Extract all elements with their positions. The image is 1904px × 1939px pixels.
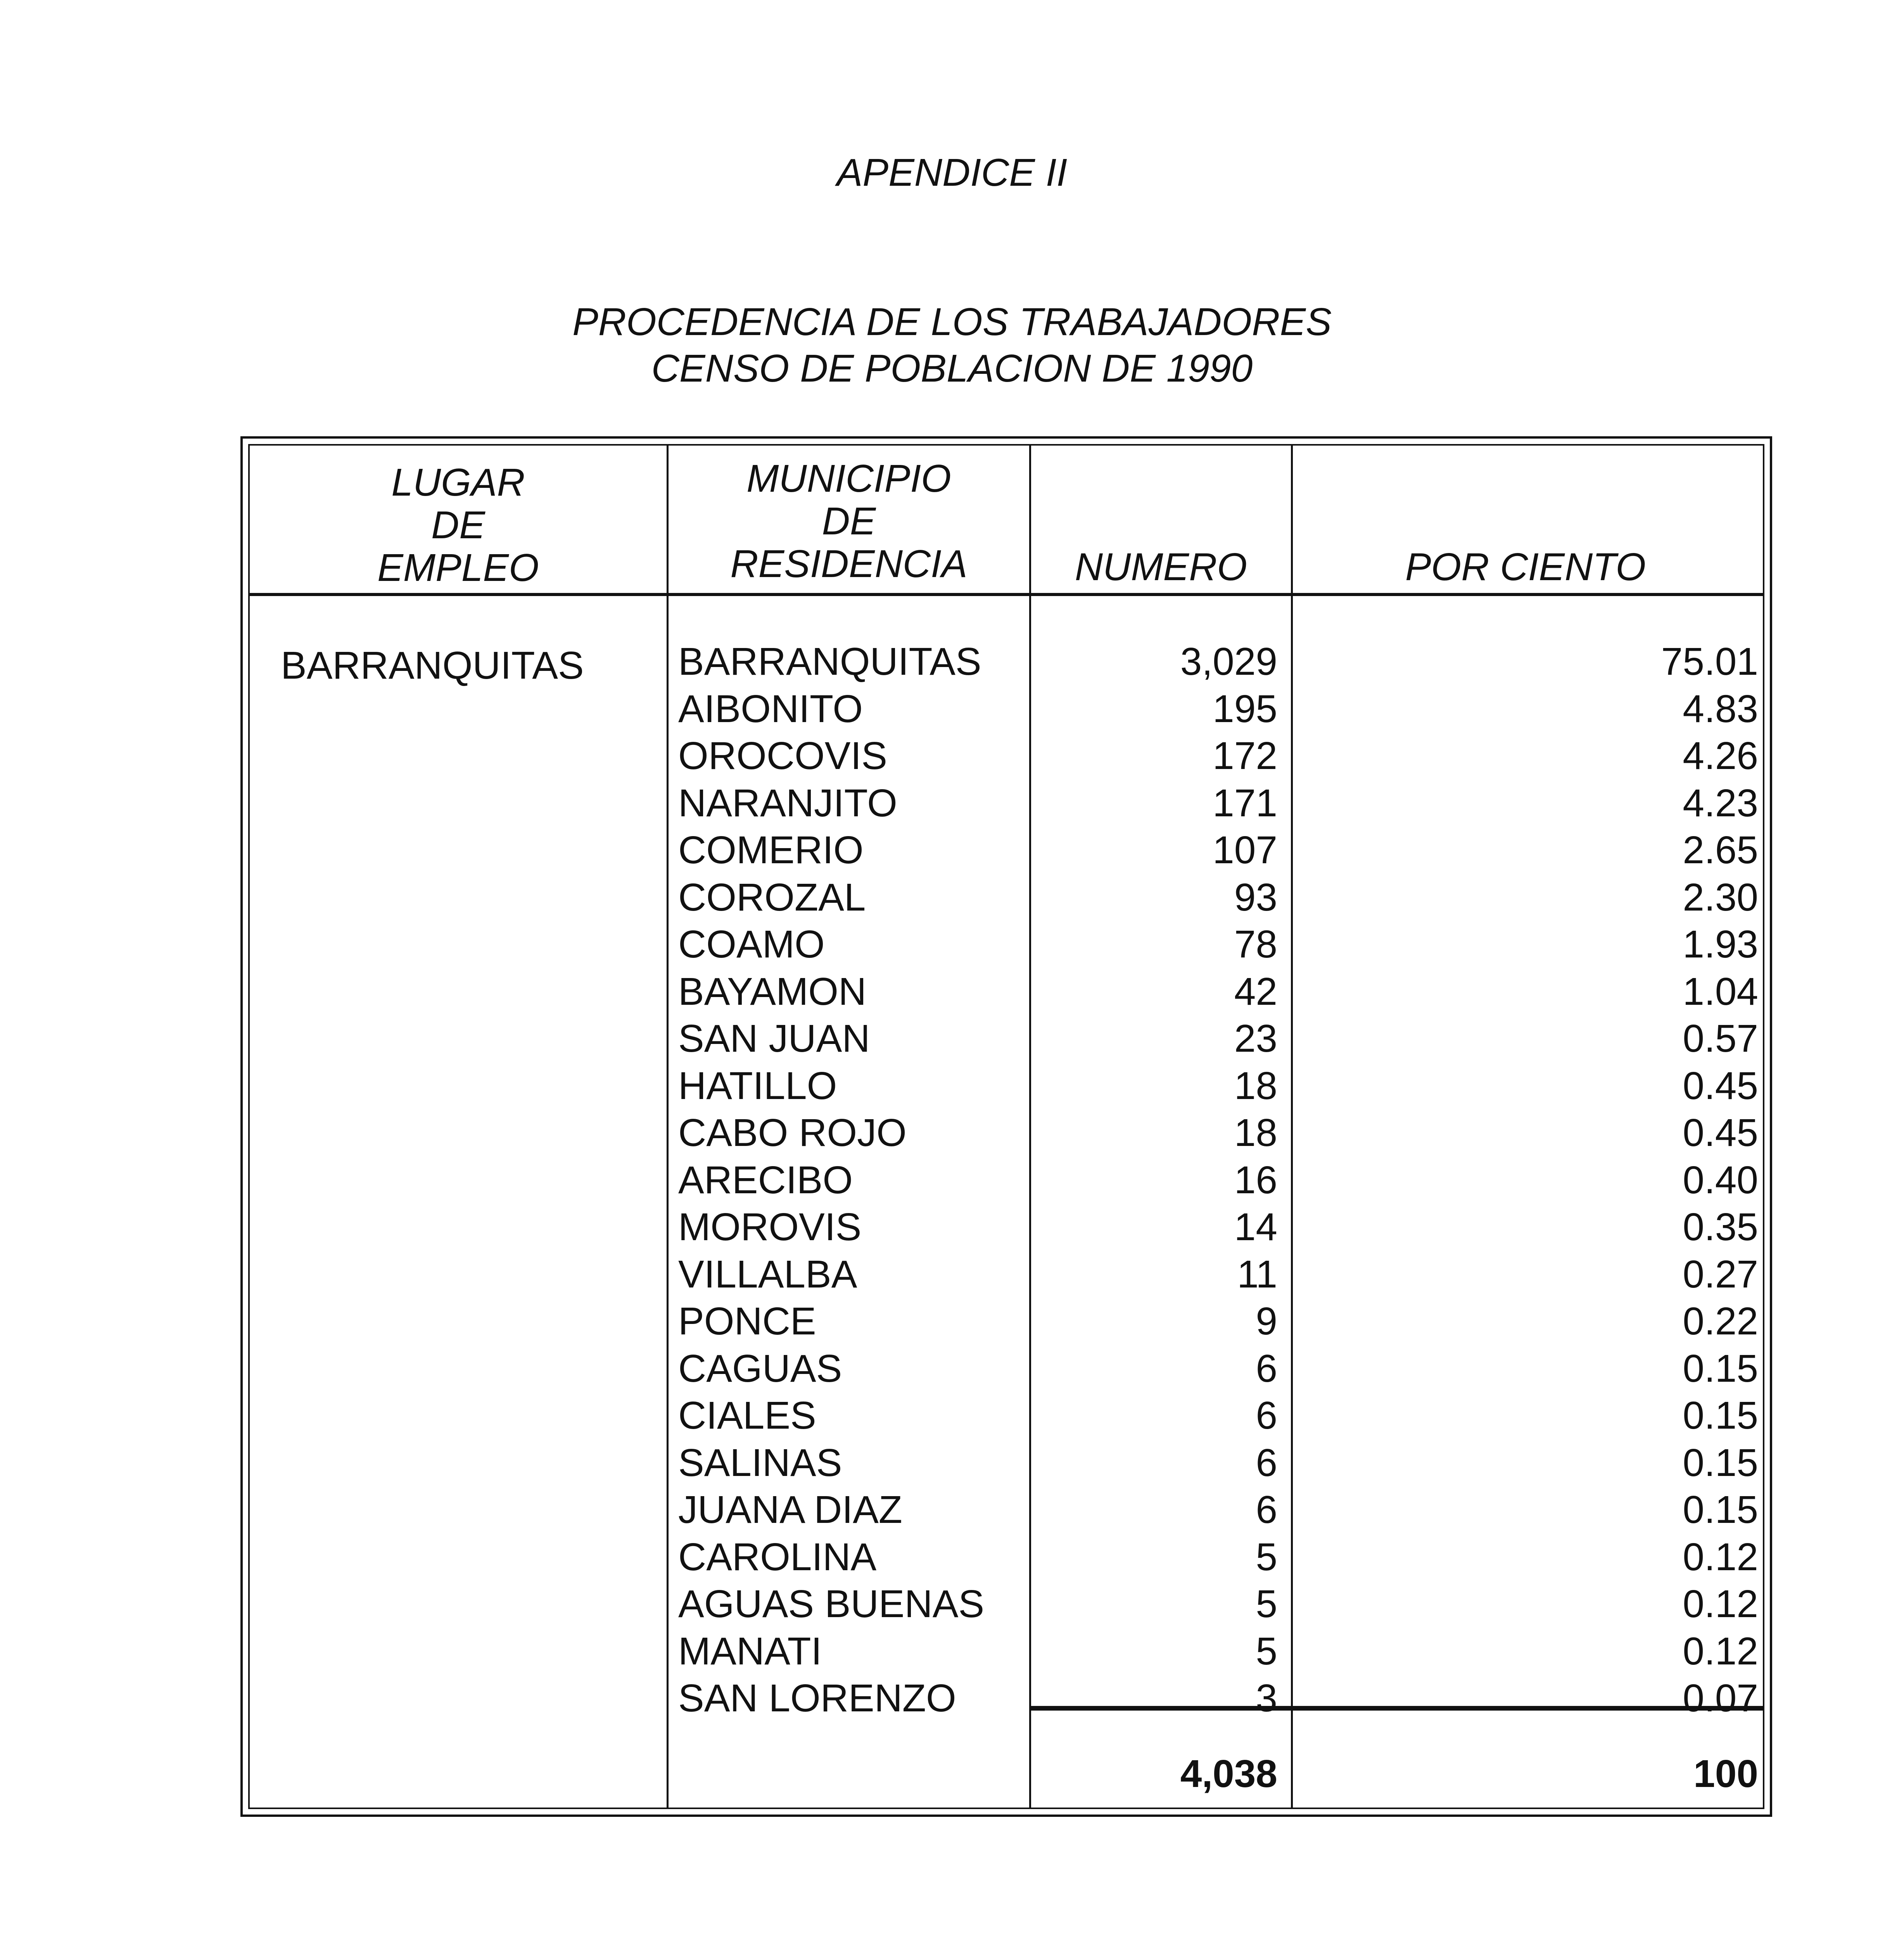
por-ciento-cell: 0.12 [1683, 1629, 1758, 1673]
municipio-cell: JUANA DIAZ [678, 1488, 902, 1531]
municipio-cell: CIALES [678, 1394, 816, 1437]
municipio-cell: SAN LORENZO [678, 1676, 956, 1720]
table-inner-border [248, 444, 1764, 1809]
municipio-cell: HATILLO [678, 1064, 837, 1108]
numero-cell: 107 [1213, 828, 1277, 872]
por-ciento-cell: 0.45 [1683, 1064, 1758, 1108]
numero-column [1029, 638, 1277, 1722]
por-ciento-cell: 0.15 [1683, 1394, 1758, 1437]
header-lugar-de-empleo [250, 461, 667, 589]
por-ciento-cell: 2.30 [1683, 875, 1758, 919]
municipio-cell: SAN JUAN [678, 1017, 870, 1060]
numero-cell: 16 [1234, 1158, 1277, 1202]
por-ciento-cell: 2.65 [1683, 828, 1758, 872]
table-title-line2: CENSO DE POBLACION DE 1990 [651, 347, 1253, 390]
municipio-cell: BAYAMON [678, 970, 867, 1013]
header-lugar-line2: DE [431, 503, 485, 547]
por-ciento-cell: 1.04 [1683, 970, 1758, 1013]
municipio-cell: VILLALBA [678, 1252, 857, 1296]
header-numero: NUMERO [1075, 545, 1247, 589]
numero-cell: 6 [1256, 1488, 1277, 1531]
por-ciento-cell: 0.15 [1683, 1346, 1758, 1390]
table-title-line1: PROCEDENCIA DE LOS TRABAJADORES [572, 300, 1332, 344]
por-ciento-cell: 0.40 [1683, 1158, 1758, 1202]
por-ciento-cell: 0.12 [1683, 1535, 1758, 1579]
table-title [0, 299, 1904, 392]
numero-cell: 5 [1256, 1535, 1277, 1579]
por-ciento-cell: 0.12 [1683, 1582, 1758, 1626]
numero-cell: 5 [1256, 1582, 1277, 1626]
numero-cell: 3 [1256, 1676, 1277, 1720]
municipio-cell: PONCE [678, 1300, 816, 1343]
header-municipio-line1: MUNICIPIO [746, 457, 951, 500]
municipio-cell: AGUAS BUENAS [678, 1582, 985, 1626]
municipio-cell: AIBONITO [678, 687, 863, 731]
por-ciento-cell: 4.83 [1683, 687, 1758, 731]
municipio-cell: COMERIO [678, 828, 864, 872]
municipio-cell: COROZAL [678, 875, 866, 919]
numero-cell: 6 [1256, 1394, 1277, 1437]
total-numero: 4,038 [1180, 1752, 1277, 1796]
numero-cell: 14 [1234, 1205, 1277, 1249]
por-ciento-column [1297, 638, 1758, 1722]
por-ciento-cell: 0.57 [1683, 1017, 1758, 1060]
header-por-ciento: POR CIENTO [1405, 545, 1646, 589]
numero-cell: 195 [1213, 687, 1277, 731]
header-divider [250, 593, 1763, 596]
numero-cell: 9 [1256, 1300, 1277, 1343]
header-municipio-de-residencia [669, 457, 1029, 585]
municipio-cell: OROCOVIS [678, 734, 887, 778]
column-divider-3 [1291, 446, 1293, 1808]
numero-cell: 23 [1234, 1017, 1277, 1060]
numero-cell: 18 [1234, 1111, 1277, 1154]
municipio-cell: MOROVIS [678, 1205, 862, 1249]
column-divider-1 [667, 446, 669, 1808]
total-por-ciento: 100 [1693, 1752, 1758, 1796]
numero-cell: 3,029 [1180, 640, 1277, 683]
header-lugar-line3: EMPLEO [377, 546, 539, 589]
header-municipio-line3: RESIDENCIA [730, 542, 968, 586]
numero-cell: 42 [1234, 970, 1277, 1013]
numero-cell: 11 [1237, 1252, 1277, 1296]
por-ciento-cell: 0.45 [1683, 1111, 1758, 1154]
por-ciento-cell: 1.93 [1683, 923, 1758, 966]
por-ciento-cell: 0.35 [1683, 1205, 1758, 1249]
por-ciento-cell: 4.26 [1683, 734, 1758, 778]
appendix-title: APENDICE II [836, 151, 1068, 194]
municipio-cell: CAROLINA [678, 1535, 877, 1579]
municipio-cell: CAGUAS [678, 1346, 842, 1390]
workers-origin-table [240, 436, 1772, 1817]
numero-cell: 5 [1256, 1629, 1277, 1673]
numero-cell: 78 [1234, 923, 1277, 966]
por-ciento-cell: 0.15 [1683, 1488, 1758, 1531]
lugar-de-empleo-cell: BARRANQUITAS [281, 644, 584, 687]
municipio-cell: CABO ROJO [678, 1111, 907, 1154]
header-municipio-line2: DE [822, 499, 876, 543]
numero-cell: 6 [1256, 1441, 1277, 1484]
municipio-cell: BARRANQUITAS [678, 640, 981, 683]
municipio-cell: MANATI [678, 1629, 822, 1673]
por-ciento-cell: 75.01 [1661, 640, 1758, 683]
municipio-cell: SALINAS [678, 1441, 842, 1484]
por-ciento-cell: 0.27 [1683, 1252, 1758, 1296]
municipio-cell: NARANJITO [678, 781, 897, 825]
por-ciento-cell: 0.07 [1683, 1676, 1758, 1720]
numero-cell: 171 [1213, 781, 1277, 825]
numero-cell: 6 [1256, 1346, 1277, 1390]
por-ciento-cell: 0.22 [1683, 1300, 1758, 1343]
municipio-column [678, 638, 1050, 1722]
numero-cell: 18 [1234, 1064, 1277, 1108]
municipio-cell: ARECIBO [678, 1158, 853, 1202]
por-ciento-cell: 4.23 [1683, 781, 1758, 825]
municipio-cell: COAMO [678, 923, 825, 966]
header-lugar-line1: LUGAR [391, 461, 525, 504]
por-ciento-cell: 0.15 [1683, 1441, 1758, 1484]
numero-cell: 172 [1213, 734, 1277, 778]
numero-cell: 93 [1234, 875, 1277, 919]
